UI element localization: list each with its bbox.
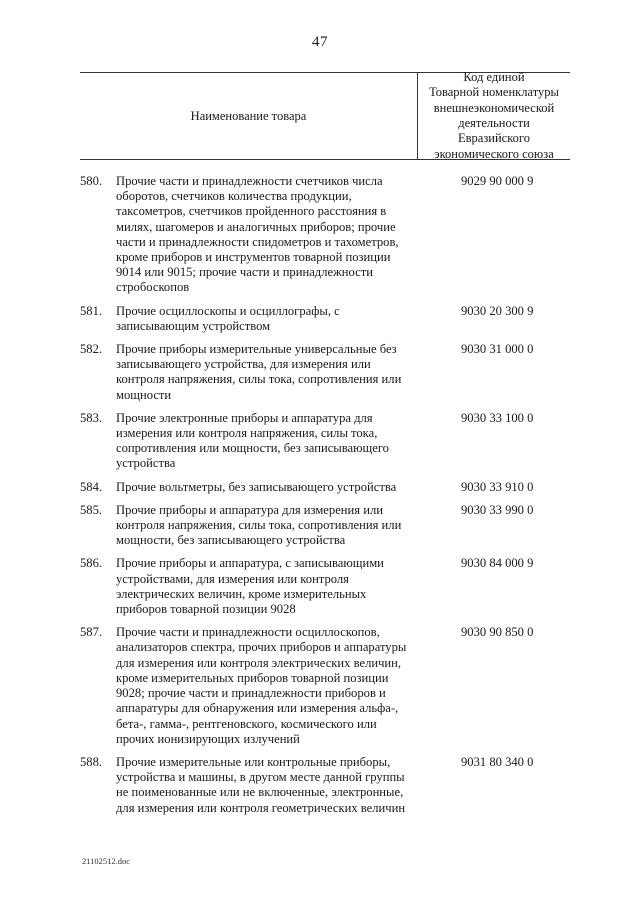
row-name: Прочие приборы и аппаратура для измерения или контроля напряжения, силы тока, сопротивления или мощности, без записывающего устройства <box>116 502 402 548</box>
document-footer-filename: 21102512.doc <box>82 856 131 866</box>
row-number: 584. <box>80 479 103 494</box>
row-code: 9030 84 000 9 <box>461 556 534 571</box>
column-header-code: Код единой Товарной номенклатуры внешнеэкономической деятельности Евразийского экономического союза <box>429 69 559 161</box>
row-code: 9030 33 100 0 <box>461 410 534 425</box>
goods-table-body <box>80 174 570 824</box>
row-code: 9030 31 000 0 <box>461 342 534 357</box>
row-number: 582. <box>80 342 103 357</box>
table-row <box>80 556 570 617</box>
row-code: 9030 20 300 9 <box>461 303 534 318</box>
row-code: 9031 80 340 0 <box>461 754 534 769</box>
row-number: 583. <box>80 410 103 425</box>
table-row <box>80 342 570 403</box>
row-name: Прочие приборы и аппаратура, с записывающими устройствами, для измерения или контроля электрических величин, кроме измерительных приборов товарной позиции 9028 <box>116 556 384 617</box>
row-number: 588. <box>80 754 103 769</box>
column-header-name: Наименование товара <box>190 108 307 123</box>
table-row <box>80 625 570 747</box>
row-name: Прочие электронные приборы и аппаратура для измерения или контроля напряжения, силы тока, сопротивления или мощности, без записывающего устройства <box>116 410 389 471</box>
row-code: 9030 33 910 0 <box>461 479 534 494</box>
page-number: 47 <box>312 34 328 50</box>
table-row <box>80 174 570 296</box>
row-code: 9029 90 000 9 <box>461 174 534 188</box>
row-name: Прочие приборы измерительные универсальные без записывающего устройства, для измерения или контроля напряжения, силы тока, сопротивления или мощности <box>116 342 402 402</box>
table-row <box>80 503 570 549</box>
header-bottom-rule <box>80 159 570 160</box>
row-name: Прочие вольтметры, без записывающего устройства <box>116 479 397 494</box>
row-number: 580. <box>80 174 103 188</box>
row-name: Прочие части и принадлежности счетчиков числа оборотов, счетчиков количества продукции, таксометров, счетчиков пройденного расстояния в милях, шагомеров и аналогичных приборов; прочие части и принадлежности спидометров и тахометров, кроме приборов и инструментов товарной позиции 9014 или 9015; прочие части и принадлежности стробоскопов <box>116 174 399 295</box>
row-name: Прочие осциллоскопы и осциллографы, с записывающим устройством <box>116 303 340 333</box>
table-row <box>80 480 570 495</box>
table-row <box>80 755 570 816</box>
row-number: 581. <box>80 303 103 318</box>
table-row <box>80 411 570 472</box>
row-name: Прочие части и принадлежности осциллоскопов, анализаторов спектра, прочих приборов и аппаратуры для измерения или контроля электрических величин, кроме измерительных приборов товарной позиции 9028; прочие части и принадлежности приборов и аппаратуры для обнаружения или измерения альфа-, бета-, гамма-, рентгеновского, космического или прочих ионизирующих излучений <box>116 625 407 746</box>
row-code: 9030 90 850 0 <box>461 625 534 640</box>
row-name: Прочие измерительные или контрольные приборы, устройства и машины, в другом месте данной группы не поименованные или не включенные, электронные, для измерения или контроля геометрических величин <box>116 754 406 815</box>
row-number: 586. <box>80 556 103 571</box>
row-number: 585. <box>80 502 103 517</box>
table-row <box>80 304 570 334</box>
row-code: 9030 33 990 0 <box>461 502 534 517</box>
row-number: 587. <box>80 625 103 640</box>
